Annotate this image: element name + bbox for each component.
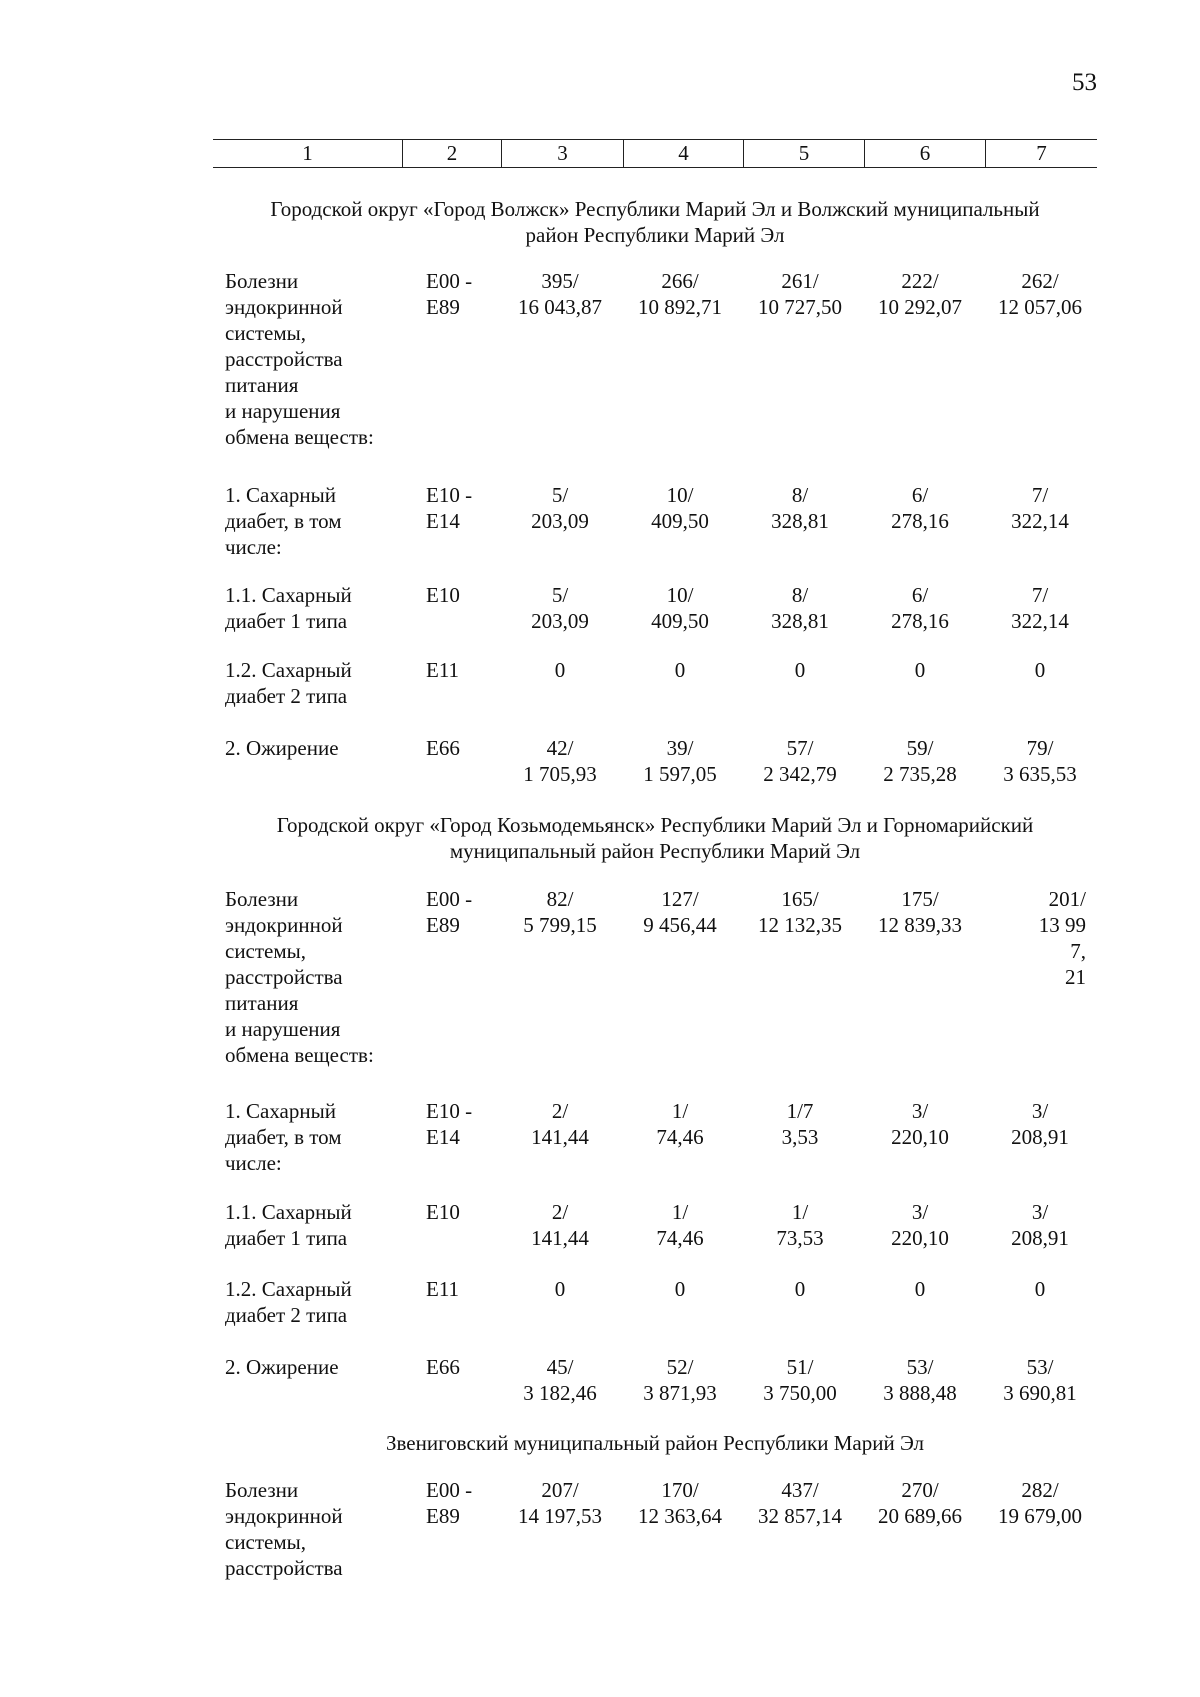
value-line: 42/: [546, 736, 574, 760]
column-header-1: 1: [302, 141, 313, 165]
value-cell-year-2: [625, 1199, 735, 1251]
section-title-line: муниципальный район Республики Марий Эл: [449, 839, 861, 863]
value-cell-year-2: [625, 1354, 735, 1406]
value-cell-year-4: [865, 1354, 975, 1406]
disease-name-line: системы,: [225, 321, 307, 345]
value-line: 12 132,35: [758, 913, 842, 937]
disease-name-cell: [225, 657, 390, 709]
value-cell-year-3: [745, 657, 855, 683]
value-cell-year-4: [865, 482, 975, 534]
value-line: 1/: [671, 1099, 689, 1123]
value-line: 203,09: [531, 609, 589, 633]
icd-code-line: E00 -: [426, 269, 473, 293]
icd-code-line: E10 -: [426, 1099, 473, 1123]
value-line: 2/: [551, 1099, 569, 1123]
section-title-line: Звениговский муниципальный район Республики Марий Эл: [385, 1431, 925, 1455]
disease-name-line: числе:: [225, 535, 282, 559]
disease-name-line: 2. Ожирение: [225, 1355, 339, 1379]
value-line: 0: [914, 1277, 926, 1301]
disease-name-cell: [225, 1354, 390, 1380]
value-line: 328,81: [771, 609, 829, 633]
value-line: 3/: [911, 1099, 929, 1123]
value-cell-year-5: [1000, 886, 1086, 990]
value-line: 16 043,87: [518, 295, 602, 319]
value-line: 3/: [1031, 1099, 1049, 1123]
value-cell-year-3: [745, 1276, 855, 1302]
value-line: 1 705,93: [523, 762, 597, 786]
value-line: 1 597,05: [643, 762, 717, 786]
value-cell-year-4: [865, 735, 975, 787]
disease-name-line: 1.2. Сахарный: [225, 658, 352, 682]
icd-code-cell: [426, 657, 490, 683]
column-header-2: 2: [402, 140, 501, 167]
value-cell-year-1: [505, 582, 615, 634]
icd-code-cell: [426, 735, 490, 761]
value-cell-year-5: [985, 1477, 1095, 1529]
value-cell-year-2: [625, 735, 735, 787]
value-line: 278,16: [891, 609, 949, 633]
value-line: 207/: [541, 1478, 579, 1502]
value-line: 328,81: [771, 509, 829, 533]
value-line: 9 456,44: [643, 913, 717, 937]
section-title-line: Городской округ «Город Козьмодемьянск» Республики Марий Эл и Горномарийский: [276, 813, 1034, 837]
value-line: 10 292,07: [878, 295, 962, 319]
column-header-7: 7: [985, 140, 1097, 167]
icd-code-line: E66: [426, 1355, 460, 1379]
value-cell-year-4: [865, 1477, 975, 1529]
value-cell-year-4: [865, 582, 975, 634]
value-cell-year-4: [865, 1098, 975, 1150]
value-cell-year-2: [625, 886, 735, 938]
value-line: 10/: [666, 583, 694, 607]
column-header-5: 5: [743, 140, 864, 167]
disease-name-line: обмена веществ:: [225, 1043, 374, 1067]
value-line: 208,91: [1011, 1125, 1069, 1149]
value-line: 0: [674, 1277, 686, 1301]
value-cell-year-5: [985, 1098, 1095, 1150]
value-cell-year-4: [865, 886, 975, 938]
value-line: 8/: [791, 583, 809, 607]
icd-code-cell: [426, 1477, 490, 1529]
value-line: 14 197,53: [518, 1504, 602, 1528]
value-line: 270/: [901, 1478, 939, 1502]
disease-name-line: диабет 2 типа: [225, 1303, 348, 1327]
value-cell-year-5: [985, 1276, 1095, 1302]
value-cell-year-1: [505, 1477, 615, 1529]
disease-name-line: и нарушения: [225, 1017, 341, 1041]
value-line: 79/: [1026, 736, 1054, 760]
disease-name-cell: [225, 1199, 390, 1251]
value-line: 2 342,79: [763, 762, 837, 786]
disease-name-cell: [225, 268, 390, 450]
disease-name-line: 1. Сахарный: [225, 1099, 336, 1123]
value-line: 82/: [546, 887, 574, 911]
value-line: 262/: [1021, 269, 1059, 293]
value-line: 3 871,93: [643, 1381, 717, 1405]
value-line: 45/: [546, 1355, 574, 1379]
value-line: 59/: [906, 736, 934, 760]
value-line: 141,44: [531, 1226, 589, 1250]
section-title-line: Городской округ «Город Волжск» Республики Марий Эл и Волжский муниципальный: [270, 197, 1040, 221]
value-line: 7/: [1031, 483, 1049, 507]
section-title: [213, 196, 1097, 248]
section-title-line: район Республики Марий Эл: [525, 223, 785, 247]
icd-code-cell: [426, 1354, 490, 1380]
value-line: 1/7: [786, 1099, 814, 1123]
disease-name-line: диабет 1 типа: [225, 609, 348, 633]
value-line: 395/: [541, 269, 579, 293]
icd-code-line: E89: [426, 913, 460, 937]
disease-name-line: питания: [225, 373, 299, 397]
value-line: 222/: [901, 269, 939, 293]
value-line: 10/: [666, 483, 694, 507]
value-line: 19 679,00: [998, 1504, 1082, 1528]
value-cell-year-3: [745, 1477, 855, 1529]
disease-name-line: системы,: [225, 1530, 307, 1554]
value-line: 3,53: [781, 1125, 819, 1149]
value-cell-year-5: [985, 268, 1095, 320]
value-line: 7/: [1031, 583, 1049, 607]
value-line: 201/: [1048, 887, 1086, 911]
value-line: 0: [914, 658, 926, 682]
value-line: 0: [794, 658, 806, 682]
value-line: 21: [1065, 965, 1086, 989]
value-cell-year-1: [505, 1354, 615, 1406]
value-line: 3 888,48: [883, 1381, 957, 1405]
icd-code-line: E11: [426, 1277, 460, 1301]
value-cell-year-2: [625, 268, 735, 320]
value-cell-year-1: [505, 482, 615, 534]
value-line: 175/: [901, 887, 939, 911]
value-line: 7,: [1070, 939, 1086, 963]
icd-code-line: E89: [426, 295, 460, 319]
value-line: 0: [674, 658, 686, 682]
icd-code-line: E00 -: [426, 887, 473, 911]
disease-name-cell: [225, 582, 390, 634]
disease-name-line: питания: [225, 991, 299, 1015]
value-cell-year-2: [625, 482, 735, 534]
value-cell-year-5: [985, 1199, 1095, 1251]
value-cell-year-3: [745, 886, 855, 938]
value-line: 0: [554, 658, 566, 682]
value-line: 8/: [791, 483, 809, 507]
column-header-6: 6: [864, 140, 985, 167]
value-line: 3/: [1031, 1200, 1049, 1224]
value-line: 409,50: [651, 609, 709, 633]
value-line: 53/: [1026, 1355, 1054, 1379]
value-cell-year-3: [745, 582, 855, 634]
icd-code-line: E00 -: [426, 1478, 473, 1502]
value-line: 266/: [661, 269, 699, 293]
disease-name-line: 1.2. Сахарный: [225, 1277, 352, 1301]
value-line: 10 892,71: [638, 295, 722, 319]
disease-name-line: Болезни: [225, 887, 299, 911]
icd-code-cell: [426, 582, 490, 608]
value-line: 165/: [781, 887, 819, 911]
value-line: 261/: [781, 269, 819, 293]
icd-code-line: E10: [426, 1200, 460, 1224]
value-line: 57/: [786, 736, 814, 760]
value-cell-year-3: [745, 1199, 855, 1251]
value-cell-year-2: [625, 1276, 735, 1302]
icd-code-line: E10: [426, 583, 460, 607]
icd-code-line: E14: [426, 509, 460, 533]
value-line: 3 635,53: [1003, 762, 1077, 786]
icd-code-cell: [426, 1276, 490, 1302]
disease-name-line: расстройства: [225, 347, 343, 371]
value-cell-year-1: [505, 1199, 615, 1251]
value-line: 0: [794, 1277, 806, 1301]
value-cell-year-1: [505, 268, 615, 320]
value-cell-year-5: [985, 735, 1095, 787]
value-cell-year-2: [625, 582, 735, 634]
value-line: 73,53: [776, 1226, 824, 1250]
disease-name-cell: [225, 886, 390, 1068]
disease-name-line: диабет, в том: [225, 1125, 342, 1149]
icd-code-cell: [426, 1199, 490, 1225]
value-line: 5/: [551, 483, 569, 507]
value-cell-year-2: [625, 1477, 735, 1529]
disease-name-line: эндокринной: [225, 1504, 343, 1528]
value-line: 141,44: [531, 1125, 589, 1149]
value-line: 32 857,14: [758, 1504, 842, 1528]
value-cell-year-4: [865, 268, 975, 320]
disease-name-line: 1. Сахарный: [225, 483, 336, 507]
icd-code-line: E11: [426, 658, 460, 682]
value-line: 74,46: [656, 1226, 704, 1250]
column-header-3: 3: [501, 140, 623, 167]
value-line: 1/: [671, 1200, 689, 1224]
value-line: 3/: [911, 1200, 929, 1224]
disease-name-line: и нарушения: [225, 399, 341, 423]
value-line: 5/: [551, 583, 569, 607]
disease-name-line: Болезни: [225, 269, 299, 293]
disease-name-line: 1.1. Сахарный: [225, 1200, 352, 1224]
value-cell-year-1: [505, 1276, 615, 1302]
value-line: 3 182,46: [523, 1381, 597, 1405]
value-cell-year-3: [745, 482, 855, 534]
page-number: 53: [1072, 69, 1097, 96]
value-line: 282/: [1021, 1478, 1059, 1502]
disease-name-cell: [225, 1477, 390, 1581]
value-line: 2/: [551, 1200, 569, 1224]
value-cell-year-2: [625, 657, 735, 683]
disease-name-line: расстройства: [225, 965, 343, 989]
value-cell-year-4: [865, 1276, 975, 1302]
value-cell-year-3: [745, 1354, 855, 1406]
icd-code-line: E89: [426, 1504, 460, 1528]
disease-name-cell: [225, 1098, 390, 1176]
disease-name-line: Болезни: [225, 1478, 299, 1502]
value-cell-year-5: [985, 657, 1095, 683]
icd-code-cell: [426, 268, 490, 320]
value-cell-year-1: [505, 735, 615, 787]
value-line: 51/: [786, 1355, 814, 1379]
value-line: 13 99: [1038, 913, 1086, 937]
section-title: [213, 812, 1097, 864]
column-header-4: 4: [623, 140, 743, 167]
value-line: 409,50: [651, 509, 709, 533]
value-line: 12 363,64: [638, 1504, 722, 1528]
value-line: 0: [554, 1277, 566, 1301]
value-cell-year-3: [745, 1098, 855, 1150]
disease-name-cell: [225, 482, 390, 560]
value-cell-year-1: [505, 657, 615, 683]
value-line: 39/: [666, 736, 694, 760]
value-line: 220,10: [891, 1226, 949, 1250]
value-line: 203,09: [531, 509, 589, 533]
value-cell-year-5: [985, 582, 1095, 634]
icd-code-line: E10 -: [426, 483, 473, 507]
disease-name-line: эндокринной: [225, 295, 343, 319]
disease-name-line: диабет, в том: [225, 509, 342, 533]
value-cell-year-3: [745, 735, 855, 787]
value-cell-year-1: [505, 1098, 615, 1150]
value-line: 322,14: [1011, 509, 1069, 533]
value-line: 170/: [661, 1478, 699, 1502]
disease-name-line: 2. Ожирение: [225, 736, 339, 760]
value-line: 278,16: [891, 509, 949, 533]
value-cell-year-5: [985, 482, 1095, 534]
icd-code-line: E14: [426, 1125, 460, 1149]
value-line: 127/: [661, 887, 699, 911]
value-line: 6/: [911, 583, 929, 607]
value-line: 10 727,50: [758, 295, 842, 319]
column-header-row: [213, 139, 1097, 168]
value-cell-year-4: [865, 657, 975, 683]
value-cell-year-5: [985, 1354, 1095, 1406]
value-line: 208,91: [1011, 1226, 1069, 1250]
value-line: 53/: [906, 1355, 934, 1379]
disease-name-line: эндокринной: [225, 913, 343, 937]
value-cell-year-1: [505, 886, 615, 938]
disease-name-cell: [225, 1276, 390, 1328]
value-line: 12 057,06: [998, 295, 1082, 319]
disease-name-cell: [225, 735, 390, 761]
value-cell-year-4: [865, 1199, 975, 1251]
icd-code-line: E66: [426, 736, 460, 760]
value-line: 220,10: [891, 1125, 949, 1149]
section-title: [213, 1430, 1097, 1456]
disease-name-line: диабет 2 типа: [225, 684, 348, 708]
disease-name-line: 1.1. Сахарный: [225, 583, 352, 607]
value-line: 1/: [791, 1200, 809, 1224]
value-line: 0: [1034, 658, 1046, 682]
value-line: 6/: [911, 483, 929, 507]
disease-name-line: расстройства: [225, 1556, 343, 1580]
value-cell-year-3: [745, 268, 855, 320]
value-line: 437/: [781, 1478, 819, 1502]
disease-name-line: числе:: [225, 1151, 282, 1175]
icd-code-cell: [426, 886, 490, 938]
value-line: 5 799,15: [523, 913, 597, 937]
value-line: 12 839,33: [878, 913, 962, 937]
value-line: 2 735,28: [883, 762, 957, 786]
icd-code-cell: [426, 1098, 490, 1150]
disease-name-line: обмена веществ:: [225, 425, 374, 449]
value-cell-year-2: [625, 1098, 735, 1150]
value-line: 3 750,00: [763, 1381, 837, 1405]
value-line: 322,14: [1011, 609, 1069, 633]
value-line: 74,46: [656, 1125, 704, 1149]
value-line: 20 689,66: [878, 1504, 962, 1528]
icd-code-cell: [426, 482, 490, 534]
value-line: 52/: [666, 1355, 694, 1379]
value-line: 3 690,81: [1003, 1381, 1077, 1405]
disease-name-line: диабет 1 типа: [225, 1226, 348, 1250]
disease-name-line: системы,: [225, 939, 307, 963]
value-line: 0: [1034, 1277, 1046, 1301]
